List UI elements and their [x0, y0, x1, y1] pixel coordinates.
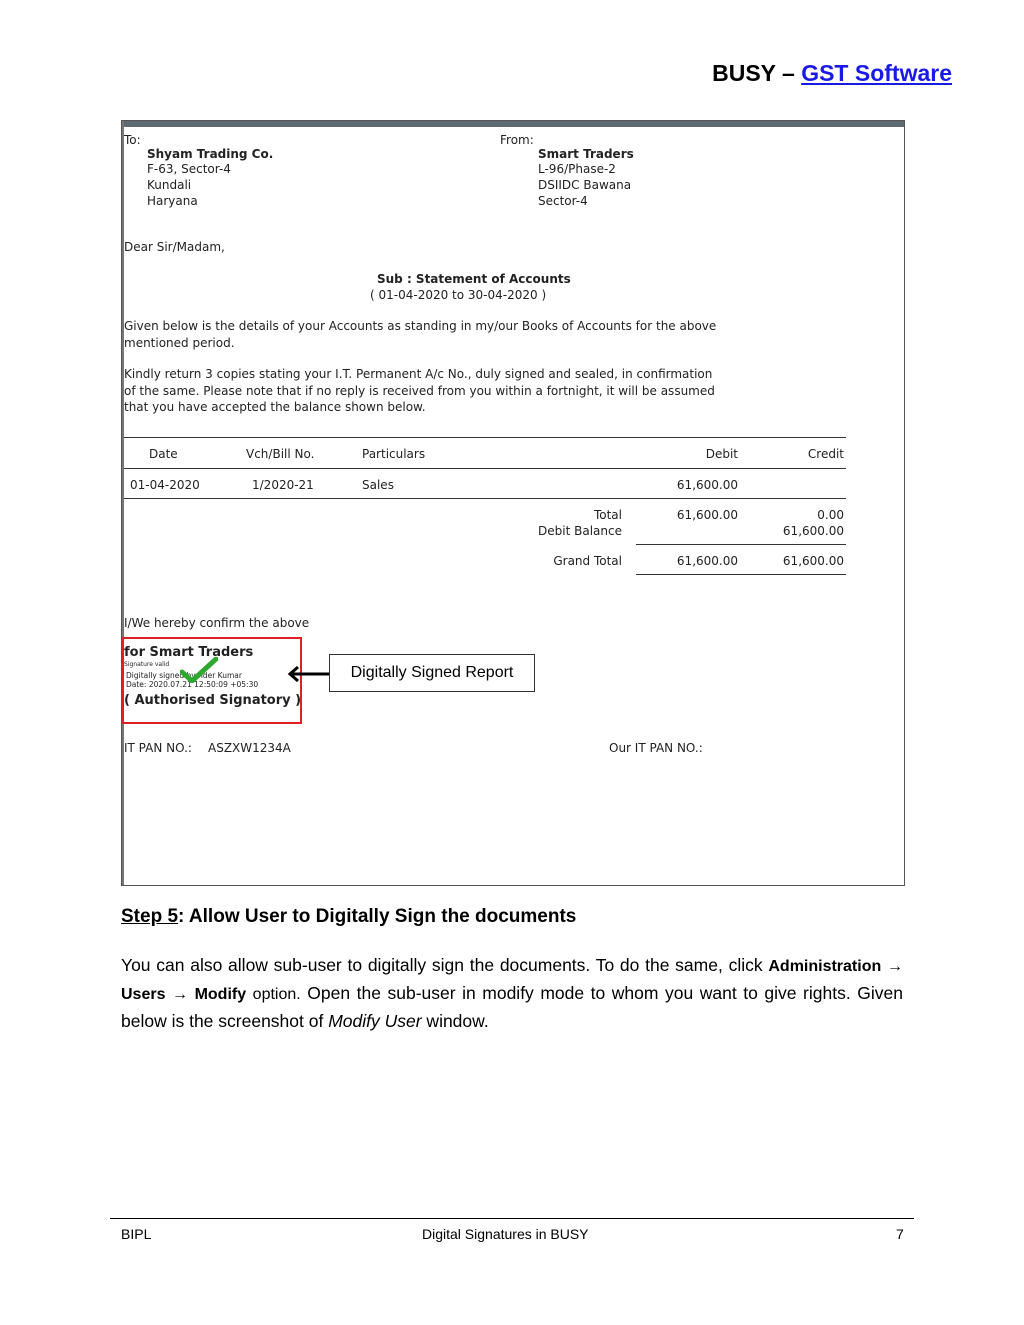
footer-left: BIPL — [121, 1226, 152, 1242]
grand-debit: 61,600.00 — [676, 554, 738, 568]
para-part2: Open the sub-user in modify mode to whom you want to give rights. Given below is the screenshot of — [121, 983, 903, 1031]
it-pan-value: ASZXW1234A — [208, 741, 291, 755]
window-top-bar — [122, 121, 904, 127]
para2-line1: Kindly return 3 copies stating your I.T. Permanent A/c No., duly signed and sealed, in confirmation — [124, 367, 713, 381]
confirm-text: I/We hereby confirm the above — [124, 616, 310, 630]
to-line-3: Haryana — [147, 194, 198, 208]
signature-valid: Signature valid — [124, 661, 170, 668]
page-number: 7 — [896, 1226, 904, 1242]
gst-software-link[interactable]: GST Software — [801, 60, 952, 86]
signature-line2: Date: 2020.07.21 12:50:09 +05:30 — [126, 680, 259, 689]
from-line-3: Sector-4 — [538, 194, 588, 208]
option-word: option. — [252, 986, 301, 1003]
balance-label: Debit Balance — [538, 524, 622, 538]
arrow-1: → — [887, 958, 903, 975]
menu-administration: Administration — [768, 958, 882, 975]
grand-total-top-rule — [636, 544, 846, 545]
row-particulars: Sales — [362, 478, 394, 492]
total-debit: 61,600.00 — [676, 508, 738, 522]
our-pan-label: Our IT PAN NO.: — [609, 741, 703, 755]
header-dash: – — [782, 60, 795, 86]
to-line-2: Kundali — [147, 178, 192, 192]
letter-period: ( 01-04-2020 to 30-04-2020 ) — [370, 288, 547, 302]
signature-line1: Digitally signed by nder Kumar — [126, 671, 242, 680]
row-date: 01-04-2020 — [130, 478, 200, 492]
balance-credit: 61,600.00 — [782, 524, 844, 538]
footer-center: Digital Signatures in BUSY — [422, 1226, 589, 1242]
step-title: : Allow User to Digitally Sign the documents — [178, 906, 577, 927]
callout-arrow-icon — [286, 665, 330, 683]
table-header-rule — [124, 468, 846, 469]
page-header — [712, 60, 952, 87]
para1-line1: Given below is the details of your Accounts as standing in my/our Books of Accounts for the above — [124, 319, 717, 333]
from-line-2: DSIIDC Bawana — [538, 178, 632, 192]
to-line-1: F-63, Sector-4 — [147, 162, 231, 176]
from-label: From: — [500, 133, 534, 147]
header-brand: BUSY — [712, 60, 776, 86]
col-credit: Credit — [807, 447, 844, 461]
window-left-border — [122, 121, 124, 885]
para-part1: You can also allow sub-user to digitally sign the documents. To do the same, click — [121, 955, 763, 975]
instruction-paragraph — [121, 952, 903, 1035]
grand-label: Grand Total — [553, 554, 622, 568]
step-label: Step 5 — [121, 906, 179, 927]
grand-total-bottom-rule — [636, 574, 846, 575]
menu-modify: Modify — [194, 986, 247, 1003]
row-vch: 1/2020-21 — [252, 478, 314, 492]
table-row-rule — [124, 498, 846, 499]
para-part3: window. — [421, 1011, 489, 1031]
para2-line2: of the same. Please note that if no reply is received from you within a fortnight, it will be assumed — [124, 384, 715, 398]
step-heading — [121, 906, 576, 928]
to-line-0: Shyam Trading Co. — [147, 147, 274, 161]
col-particulars: Particulars — [362, 447, 426, 461]
from-line-1: L-96/Phase-2 — [538, 162, 616, 176]
it-pan-label: IT PAN NO.: — [124, 741, 192, 755]
footer-rule — [110, 1218, 914, 1219]
digitally-signed-report-callout: Digitally Signed Report — [329, 654, 535, 692]
authorised-signatory: ( Authorised Signatory ) — [124, 693, 302, 708]
letter-subject: Sub : Statement of Accounts — [377, 272, 571, 286]
from-line-0: Smart Traders — [538, 147, 634, 161]
total-credit: 0.00 — [817, 508, 844, 522]
para1-line2: mentioned period. — [124, 336, 235, 350]
modify-user-italic: Modify User — [328, 1011, 422, 1031]
col-vch: Vch/Bill No. — [246, 447, 315, 461]
menu-users: Users — [121, 986, 166, 1003]
salutation: Dear Sir/Madam, — [124, 240, 225, 254]
col-date: Date — [149, 447, 178, 461]
signature-check-icon — [180, 657, 218, 683]
total-label: Total — [593, 508, 622, 522]
arrow-2: → — [172, 986, 189, 1003]
statement-screenshot — [121, 120, 905, 886]
for-company: for Smart Traders — [124, 645, 254, 660]
grand-credit: 61,600.00 — [782, 554, 844, 568]
table-top-rule — [124, 437, 846, 438]
row-debit: 61,600.00 — [676, 478, 738, 492]
col-debit: Debit — [705, 447, 738, 461]
to-label: To: — [124, 133, 141, 147]
para2-line3: that you have accepted the balance shown below. — [124, 400, 426, 414]
